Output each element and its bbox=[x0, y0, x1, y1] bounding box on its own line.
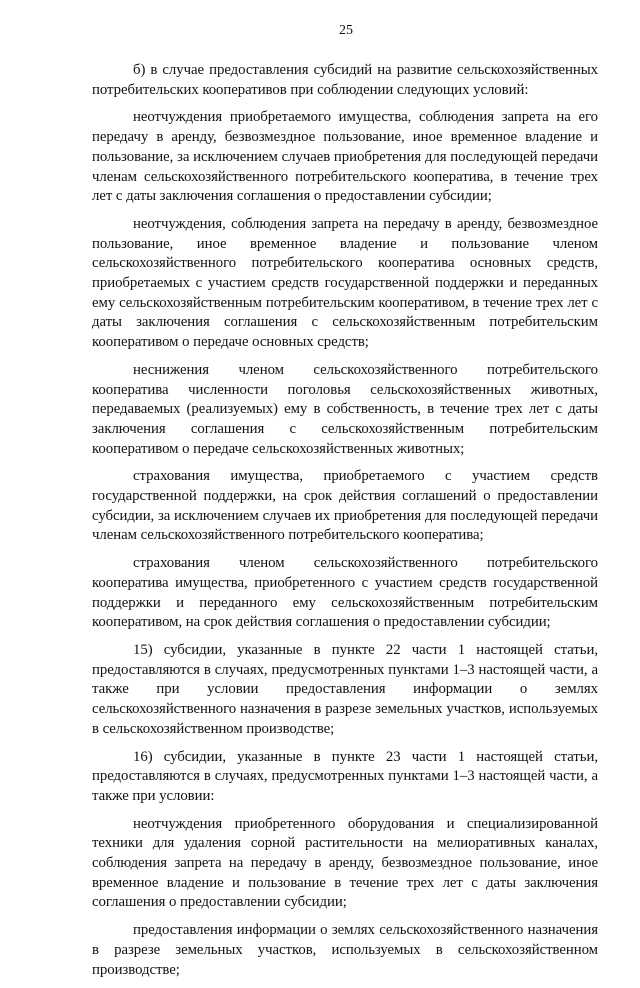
paragraph-item-16: 16) субсидии, указанные в пункте 23 части 1 настоящей статьи, предоставляются в случаях, предусмотренных пунктами 1–3 настоящей части, а также при условии: bbox=[92, 748, 598, 804]
paragraph-condition-livestock: неснижения членом сельскохозяйственного потребительского кооператива численности поголовья сельскохозяйственных животных, передаваемых (реализуемых) ему в собственность, в течение трех лет с даты заключения соглашения с сельскохозяйственным потребительским кооперативом о передаче сельскохозяйственных животных; bbox=[92, 361, 598, 457]
document-page bbox=[92, 22, 598, 988]
paragraph-condition-insurance-member: страхования членом сельскохозяйственного потребительского кооператива имущества, приобретенного с участием средств государственной поддержки и переданного ему сельскохозяйственным потребительским кооперативом, на срок действия соглашения о предоставлении субсидии; bbox=[92, 555, 598, 631]
paragraph-condition-equipment: неотчуждения приобретенного оборудования и специализированной техники для удаления сорной растительности на мелиоративных каналах, соблюдения запрета на передачу в аренду, безвозмездное пользование, иное временное владение и пользование в течение трех лет с даты заключения соглашения о предоставлении субсидии; bbox=[92, 815, 598, 911]
paragraph-item-15: 15) субсидии, указанные в пункте 22 части 1 настоящей статьи, предоставляются в случаях, предусмотренных пунктами 1–3 настоящей части, а также при условии предоставления информации о землях сельскохозяйственного назначения в разрезе земельных участков, используемых в сельскохозяйственном производстве; bbox=[92, 641, 598, 737]
page-number: 25 bbox=[339, 23, 353, 38]
paragraph-condition-land-info: предоставления информации о землях сельскохозяйственного назначения в разрезе земельных участков, используемых в сельскохозяйственном производстве; bbox=[92, 922, 598, 978]
paragraph-condition-non-alienation-member: неотчуждения, соблюдения запрета на передачу в аренду, безвозмездное пользование, иное временное владение и пользование членом сельскохозяйственного потребительского кооператива основных средств, приобретаемых с участием средств государственной поддержки и переданных ему сельскохозяйственным потребительским кооперативом, в течение трех лет с даты заключения соглашения с сельскохозяйственным потребительским кооперативом о передаче основных средств; bbox=[92, 215, 598, 351]
paragraph-subsidy-cooperatives-intro: б) в случае предоставления субсидий на развитие сельскохозяйственных потребительских кооперативов при соблюдении следующих условий: bbox=[92, 62, 598, 98]
paragraph-condition-insurance-property: страхования имущества, приобретаемого с участием средств государственной поддержки, на срок действия соглашений о предоставлении субсидии, за исключением случаев их приобретения для последующей передачи членам сельскохозяйственного потребительского кооператива; bbox=[92, 468, 598, 544]
paragraph-condition-non-alienation-property: неотчуждения приобретаемого имущества, соблюдения запрета на его передачу в аренду, безвозмездное пользование, иное временное владение и пользование, за исключением случаев приобретения для последующей передачи членам сельскохозяйственного потребительского кооператива, в течение трех лет с даты заключения соглашения о предоставлении субсидии; bbox=[92, 109, 598, 205]
